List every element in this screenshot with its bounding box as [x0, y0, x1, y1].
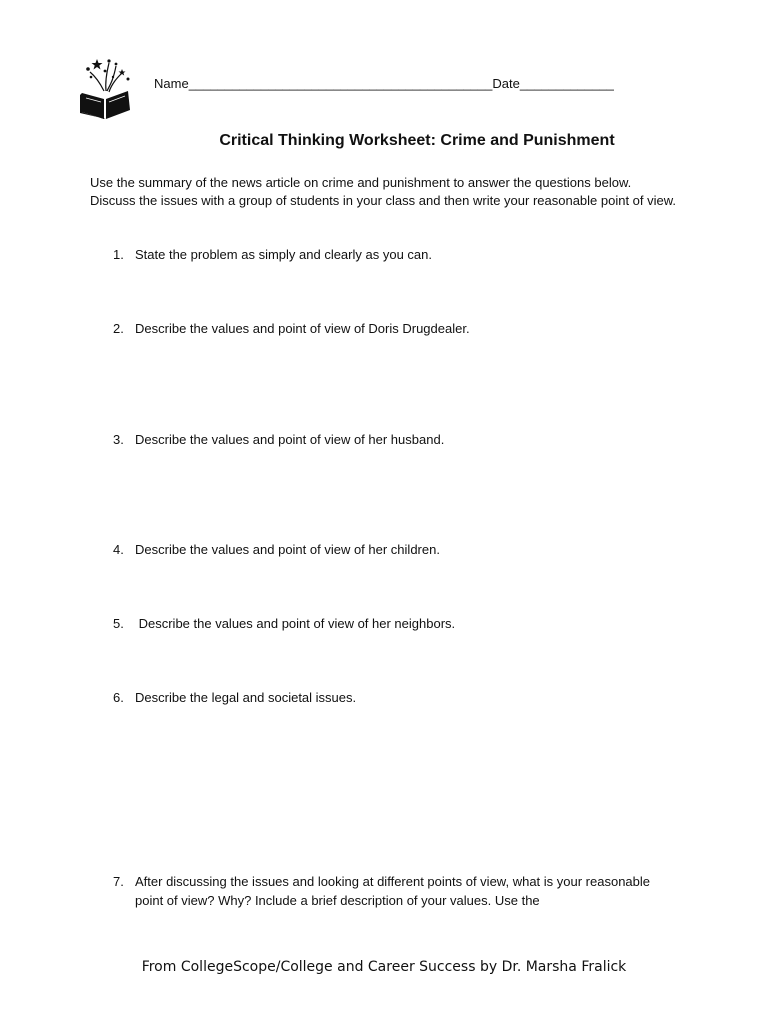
- name-field[interactable]: __________________________________________: [188, 76, 493, 91]
- question-number: 7.: [113, 874, 124, 889]
- footer-credit: From CollegeScope/College and Career Success by Dr. Marsha Fralick: [141, 959, 627, 975]
- name-label: Name: [154, 76, 189, 91]
- book-with-stars-icon: [78, 55, 134, 121]
- question-text: Describe the values and point of view of her neighbors.: [135, 616, 456, 631]
- question-number: 2.: [113, 321, 124, 336]
- date-label: Date: [492, 76, 520, 91]
- worksheet-title: Critical Thinking Worksheet: Crime and Punishment: [219, 132, 615, 149]
- question-number: 4.: [113, 542, 124, 557]
- question-text: Describe the values and point of view of her children.: [135, 542, 440, 557]
- question-number: 5.: [113, 616, 124, 631]
- date-field[interactable]: _____________: [519, 76, 614, 91]
- name-date-header: [154, 76, 614, 91]
- question-text: Describe the values and point of view of Doris Drugdealer.: [135, 321, 470, 336]
- instructions-paragraph: Use the summary of the news article on crime and punishment to answer the questions below. Discuss the issues with a group of students in your class and then write your reasonable point of view.: [90, 175, 677, 208]
- question-number: 1.: [113, 247, 124, 262]
- question-text: Describe the legal and societal issues.: [135, 690, 357, 705]
- question-number: 3.: [113, 432, 124, 447]
- question-text: State the problem as simply and clearly as you can.: [135, 247, 432, 262]
- question-number: 6.: [113, 690, 124, 705]
- question-text: Describe the values and point of view of her husband.: [135, 432, 445, 447]
- question-text: After discussing the issues and looking at different points of view, what is your reasonable point of view? Why? Include a brief description of your values. Use the: [135, 874, 650, 908]
